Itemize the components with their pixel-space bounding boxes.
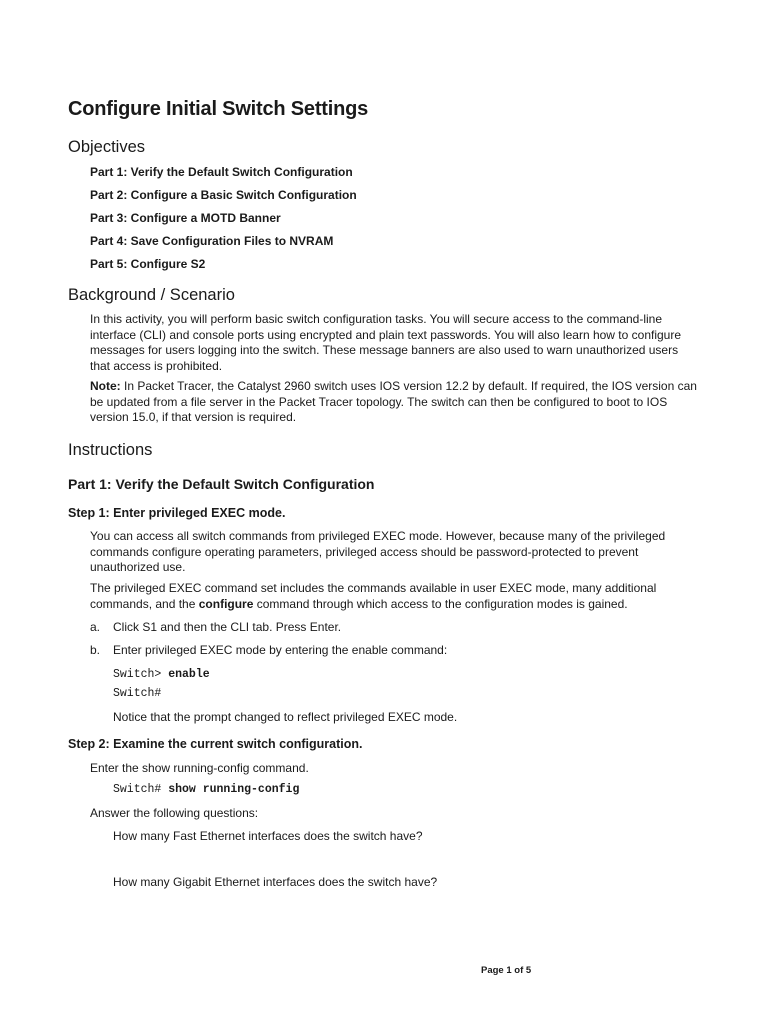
background-paragraph: In this activity, you will perform basic switch configuration tasks. You will secure access to the command-line interface (CLI) and console ports using encrypted and plain text passwords. You will also learn how to configure messages for users logging into the switch. These message banners are also used to warn unauthorized users that access is prohibited. [90, 312, 682, 373]
step1-paragraph-2 [90, 581, 700, 612]
item-a-text: Click S1 and then the CLI tab. Press Enter. [113, 620, 342, 634]
objective-part-4: Part 4: Save Configuration Files to NVRAM [90, 234, 334, 248]
note-paragraph [90, 379, 700, 426]
step1-paragraph-1: You can access all switch commands from privileged EXEC mode. However, because many of the privileged commands configure operating parameters, privileged access should be password-protected to prevent unauthorized use. [90, 529, 666, 574]
note-label: Note: [90, 379, 121, 393]
code-prompt: Switch> [113, 668, 169, 681]
item-b-text: Enter privileged EXEC mode by entering the enable command: [113, 643, 448, 657]
configure-keyword: configure [198, 596, 254, 611]
code-privileged-prompt: Switch# [113, 687, 162, 700]
question-2: How many Gigabit Ethernet interfaces does the switch have? [113, 875, 438, 889]
code-show-running-config [113, 783, 299, 796]
step2-heading: Step 2: Examine the current switch configuration. [68, 737, 363, 751]
note-text: In Packet Tracer, the Catalyst 2960 switch uses IOS version 12.2 by default. If required, the IOS version can be updated from a file server in the Packet Tracer topology. The switch can then be configured to boot to IOS version 15.0, if that version is required. [90, 379, 697, 424]
code-enable [113, 668, 210, 681]
step1-item-a [90, 620, 341, 634]
step1-paragraph-2-text-a: The privileged EXEC command set includes the commands available in user EXEC mode, many additional commands, and the [90, 581, 657, 611]
objective-part-5: Part 5: Configure S2 [90, 257, 206, 271]
answer-intro: Answer the following questions: [90, 806, 259, 820]
step1-heading: Step 1: Enter privileged EXEC mode. [68, 506, 286, 520]
step1-item-b [90, 643, 447, 657]
objective-part-1: Part 1: Verify the Default Switch Configuration [90, 165, 353, 179]
item-a-label: a. [90, 620, 101, 634]
item-b-label: b. [90, 643, 101, 657]
background-heading: Background / Scenario [68, 286, 235, 304]
code-command: enable [168, 668, 210, 681]
part1-heading: Part 1: Verify the Default Switch Configuration [68, 476, 375, 492]
objective-part-2: Part 2: Configure a Basic Switch Configuration [90, 188, 357, 202]
step2-intro: Enter the show running-config command. [90, 761, 309, 775]
step1-paragraph-2-text-b: command through which access to the configuration modes is gained. [253, 596, 628, 611]
notice-text: Notice that the prompt changed to reflect privileged EXEC mode. [113, 710, 458, 724]
page-title: Configure Initial Switch Settings [68, 98, 369, 120]
objective-part-3: Part 3: Configure a MOTD Banner [90, 211, 281, 225]
instructions-heading: Instructions [68, 441, 153, 459]
objectives-heading: Objectives [68, 138, 146, 156]
code-command: show running-config [168, 783, 300, 796]
code-prompt: Switch# [113, 783, 169, 796]
page-number: Page 1 of 5 [481, 965, 532, 976]
question-1: How many Fast Ethernet interfaces does the switch have? [113, 829, 423, 843]
